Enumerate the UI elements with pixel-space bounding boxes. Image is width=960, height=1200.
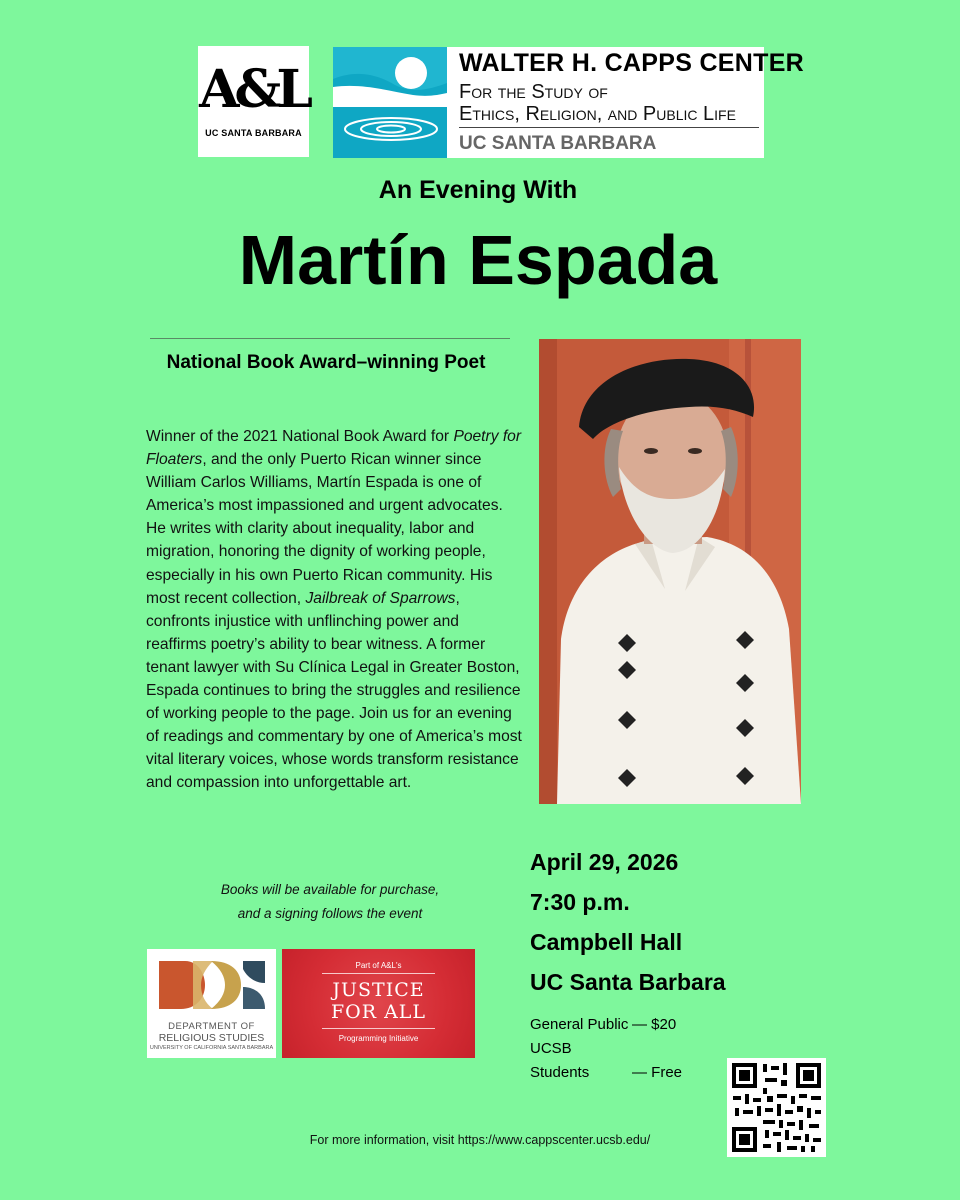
speaker-tagline: National Book Award–winning Poet	[166, 352, 486, 373]
jfa-rule-bottom	[322, 1028, 435, 1029]
price-value: — $20	[632, 1016, 677, 1033]
jfa-title-line2: FOR ALL	[330, 1001, 427, 1023]
footer-info-link[interactable]: For more information, visit https://www.cappscenter.ucsb.edu/	[309, 1133, 651, 1147]
capps-title: WALTER H. CAPPS CENTER	[459, 49, 805, 77]
bio-text-2: , and the only Puerto Rican winner since William Carlos Williams, Martín Espada is one of America’s most impassioned and urgent advocates. He writes with clarity about inequality, labor and migration, honoring the dignity of working people, especially in his own Puerto Rican community. His most recent collection,	[146, 451, 503, 607]
section-divider	[150, 338, 510, 339]
jfa-rule-top	[322, 973, 435, 974]
al-logo-subtitle: UC SANTA BARBARA	[205, 128, 302, 138]
al-logo	[198, 46, 309, 157]
event-subtitle: An Evening With	[378, 176, 578, 204]
capps-subtitle	[459, 81, 736, 125]
rs-line1: DEPARTMENT OF	[168, 1021, 255, 1032]
event-time: 7:30 p.m.	[530, 889, 630, 915]
event-venue: Campbell Hall	[530, 929, 683, 955]
jfa-title	[282, 979, 475, 1023]
jfa-program: Programming Initiative	[338, 1034, 419, 1043]
event-details	[530, 842, 726, 1002]
price-row-students	[530, 1037, 682, 1085]
price-row-general	[530, 1013, 682, 1037]
price-value: — Free	[632, 1064, 683, 1081]
bio-book-title-1: Poetry for Floaters	[146, 428, 522, 469]
event-date: April 29, 2026	[530, 849, 679, 875]
rs-line2: RELIGIOUS STUDIES	[158, 1032, 265, 1044]
bio-book-title-2: Jailbreak of Sparrows	[305, 589, 456, 607]
speaker-photo	[539, 339, 801, 804]
price-label: General Public	[530, 1016, 629, 1033]
religious-studies-emblem-icon	[147, 949, 276, 1019]
book-signing-line1: Books will be available for purchase,	[220, 882, 440, 897]
event-location: UC Santa Barbara	[530, 969, 726, 995]
jfa-title-line1: JUSTICE	[332, 979, 425, 1001]
capps-subtitle-line2: Ethics, Religion, and Public Life	[459, 103, 736, 125]
capps-center-logo	[333, 47, 805, 158]
book-signing-note	[140, 878, 520, 926]
rs-line3: UNIVERSITY OF CALIFORNIA SANTA BARBARA	[149, 1045, 274, 1051]
capps-university: UC SANTA BARBARA	[459, 133, 657, 154]
capps-landscape-icon	[333, 47, 447, 158]
al-logo-mark: A&L	[199, 59, 308, 120]
capps-subtitle-line1: For the Study of	[459, 81, 608, 103]
bio-text-3: , confronts injustice with unflinching power and reaffirms poetry’s ability to bear witness. A former tenant lawyer with Su Clínica Legal in Greater Boston, Espada continues to bring the struggles and resilience of working people to the page. Join us for an evening of readings and commentary by one of America’s most vital literary voices, whose words transform resistance and compassion into unforgettable art.	[146, 589, 522, 792]
price-label: UCSB Students	[530, 1040, 590, 1081]
speaker-bio	[146, 425, 522, 795]
event-speaker-name: Martín Espada	[238, 221, 718, 299]
capps-divider	[459, 127, 759, 128]
jfa-part-of: Part of A&L's	[355, 961, 402, 970]
religious-studies-logo	[147, 949, 276, 1058]
justice-for-all-logo	[282, 949, 475, 1058]
book-signing-line2: and a signing follows the event	[237, 906, 423, 921]
ticket-prices	[530, 1013, 682, 1085]
bio-text-1: Winner of the 2021 National Book Award for	[146, 428, 454, 445]
